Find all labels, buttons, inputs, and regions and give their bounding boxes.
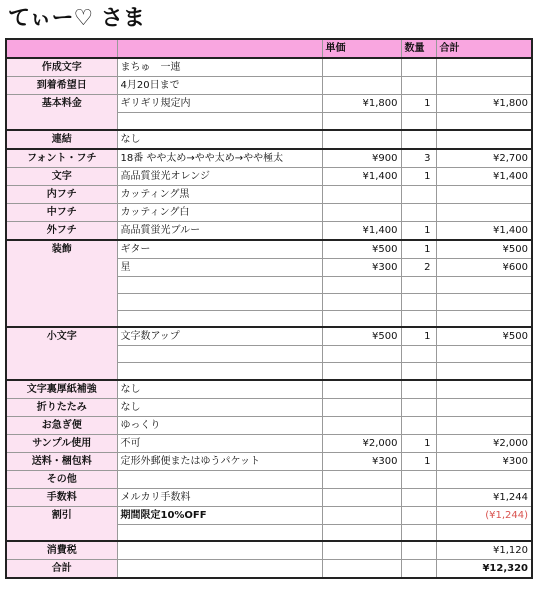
- row-unit-price: ¥500: [322, 327, 401, 346]
- row-total: ¥1,244: [436, 488, 532, 506]
- row-tesuuryou: [6, 488, 532, 506]
- row-label: 作成文字: [6, 58, 117, 77]
- row-label: 手数料: [6, 488, 117, 506]
- row-naka: [6, 203, 532, 221]
- row-total: ¥1,400: [436, 221, 532, 240]
- row-quantity: 1: [401, 95, 436, 113]
- row-total: ¥500: [436, 240, 532, 259]
- row-touchaku: [6, 77, 532, 95]
- row-unit-price: ¥300: [322, 258, 401, 276]
- row-item: 高品質蛍光ブルー: [117, 221, 322, 240]
- row-sakusei: [6, 58, 532, 77]
- row-quantity: 1: [401, 221, 436, 240]
- row-unit-price: ¥1,400: [322, 167, 401, 185]
- row-quantity: 2: [401, 258, 436, 276]
- row-label: 外フチ: [6, 221, 117, 240]
- row-souryou: [6, 452, 532, 470]
- row-unit-price: ¥1,400: [322, 221, 401, 240]
- row-quantity: 1: [401, 327, 436, 346]
- row-label: 消費税: [6, 541, 117, 560]
- row-label: 文字裏厚紙補強: [6, 380, 117, 399]
- row-shouhizei: [6, 541, 532, 560]
- row-label: 到着希望日: [6, 77, 117, 95]
- row-quantity: 1: [401, 167, 436, 185]
- row-total: ¥1,120: [436, 541, 532, 560]
- header-row: [6, 39, 532, 58]
- row-total: ¥1,400: [436, 167, 532, 185]
- row-unit-price: ¥900: [322, 149, 401, 168]
- row-sample: [6, 434, 532, 452]
- row-label: 文字: [6, 167, 117, 185]
- row-item: 文字数アップ: [117, 327, 322, 346]
- row-soto: [6, 221, 532, 240]
- row-sonota: [6, 470, 532, 488]
- row-item: 不可: [117, 434, 322, 452]
- row-label: その他: [6, 470, 117, 488]
- row-kihon: [6, 95, 532, 113]
- row-renketsu: [6, 130, 532, 149]
- row-label: 小文字: [6, 327, 117, 380]
- row-item: なし: [117, 130, 322, 149]
- row-moji: [6, 167, 532, 185]
- row-oritatami: [6, 398, 532, 416]
- row-label: サンプル使用: [6, 434, 117, 452]
- row-label: 連結: [6, 130, 117, 149]
- row-komoji: [6, 327, 532, 346]
- row-unit-price: ¥2,000: [322, 434, 401, 452]
- row-quantity: 1: [401, 452, 436, 470]
- grand-total: ¥12,320: [436, 560, 532, 579]
- row-quantity: 3: [401, 149, 436, 168]
- row-item: まちゅ 一連: [117, 58, 322, 77]
- row-total: ¥1,800: [436, 95, 532, 113]
- row-total: ¥500: [436, 327, 532, 346]
- row-goukei: [6, 560, 532, 579]
- row-label: 送料・梱包料: [6, 452, 117, 470]
- row-item: ギリギリ規定内: [117, 95, 322, 113]
- row-item: 星: [117, 258, 322, 276]
- row-total: ¥2,000: [436, 434, 532, 452]
- row-uchi: [6, 185, 532, 203]
- row-total: ¥2,700: [436, 149, 532, 168]
- row-oisogi: [6, 416, 532, 434]
- row-label: 内フチ: [6, 185, 117, 203]
- row-unit-price: ¥300: [322, 452, 401, 470]
- row-total: ¥300: [436, 452, 532, 470]
- row-unit-price: ¥500: [322, 240, 401, 259]
- row-waribiki: [6, 506, 532, 524]
- row-label: お急ぎ便: [6, 416, 117, 434]
- row-label: 折りたたみ: [6, 398, 117, 416]
- header-unit-price: 単価: [322, 39, 401, 58]
- row-label: 中フチ: [6, 203, 117, 221]
- row-item: カッティング黒: [117, 185, 322, 203]
- row-item: 4月20日まで: [117, 77, 322, 95]
- row-label: 合計: [6, 560, 117, 579]
- row-label: 割引: [6, 506, 117, 541]
- row-quantity: 1: [401, 434, 436, 452]
- estimate-table: [5, 38, 533, 579]
- row-item: ギター: [117, 240, 322, 259]
- header-quantity: 数量: [401, 39, 436, 58]
- row-item: 定形外郵便またはゆうパケット: [117, 452, 322, 470]
- row-font: [6, 149, 532, 168]
- row-total: (¥1,244): [436, 506, 532, 524]
- row-guitar: [6, 240, 532, 259]
- row-unit-price: ¥1,800: [322, 95, 401, 113]
- header-label: [6, 39, 117, 58]
- row-quantity: 1: [401, 240, 436, 259]
- row-item: 期間限定10%OFF: [117, 506, 322, 524]
- row-item: なし: [117, 398, 322, 416]
- row-label: フォント・フチ: [6, 149, 117, 168]
- row-item: ゆっくり: [117, 416, 322, 434]
- header-total: 合計: [436, 39, 532, 58]
- row-item: カッティング白: [117, 203, 322, 221]
- header-item: [117, 39, 322, 58]
- row-item: 高品質蛍光オレンジ: [117, 167, 322, 185]
- row-item: 18番 やや太め→やや太め→やや極太: [117, 149, 322, 168]
- row-label: 装飾: [6, 240, 117, 328]
- row-label: 基本料金: [6, 95, 117, 130]
- page-title: てぃー♡ さま: [8, 6, 145, 31]
- row-uraate: [6, 380, 532, 399]
- row-item: なし: [117, 380, 322, 399]
- row-item: メルカリ手数料: [117, 488, 322, 506]
- row-total: ¥600: [436, 258, 532, 276]
